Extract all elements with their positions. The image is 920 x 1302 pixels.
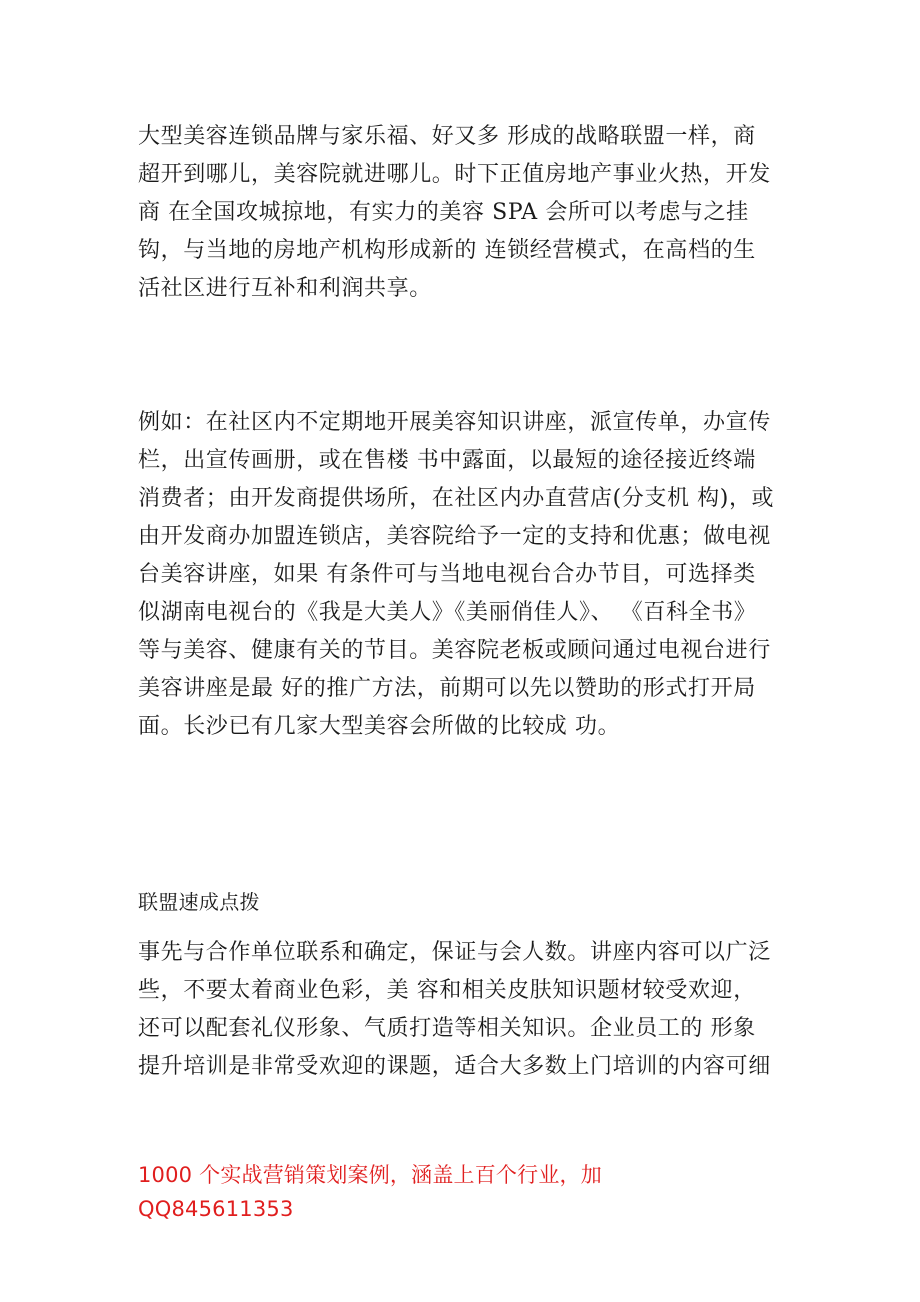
text-line: 事先与合作单位联系和确定，保证与会人数。讲座内容可以广泛 <box>138 940 771 965</box>
text-line: 商 在全国攻城掠地，有实力的美容 SPA 会所可以考虑与之挂 <box>138 200 749 225</box>
text-line: 活社区进行互补和利润共享。 <box>138 276 432 301</box>
text-line: 例如：在社区内不定期地开展美容知识讲座，派宣传单，办宣传 <box>138 410 771 435</box>
footer-ad-contact: QQ845611353 <box>138 1197 294 1221</box>
text-line: 台美容讲座，如果 有条件可与当地电视台合办节目，可选择类 <box>138 562 756 587</box>
paragraph-strategic-alliance <box>138 118 798 308</box>
text-line: 似湖南电视台的《我是大美人》《美丽俏佳人》、 《百科全书》 <box>138 600 757 625</box>
text-line: 栏，出宣传画册，或在售楼 书中露面，以最短的途径接近终端 <box>138 448 756 473</box>
footer-advertisement <box>138 1158 798 1226</box>
text-line: 些，不要太着商业色彩，美 容和相关皮肤知识题材较受欢迎， <box>138 978 756 1003</box>
section-heading: 联盟速成点拨 <box>138 890 260 914</box>
text-line: 钩，与当地的房地产机构形成新的 连锁经营模式，在高档的生 <box>138 238 756 263</box>
footer-ad-line: 1000 个实战营销策划案例，涵盖上百个行业，加 <box>138 1163 602 1187</box>
text-line: 超开到哪儿，美容院就进哪儿。时下正值房地产事业火热，开发 <box>138 162 771 187</box>
paragraph-example <box>138 404 798 746</box>
text-line: 由开发商办加盟连锁店，美容院给予一定的支持和优惠；做电视 <box>138 524 771 549</box>
text-line: 等与美容、健康有关的节目。美容院老板或顾问通过电视台进行 <box>138 638 771 663</box>
text-line: 还可以配套礼仪形象、气质打造等相关知识。企业员工的 形象 <box>138 1016 756 1041</box>
text-line: 面。长沙已有几家大型美容会所做的比较成 功。 <box>138 714 621 739</box>
paragraph-tips <box>138 934 798 1086</box>
text-line: 消费者；由开发商提供场所，在社区内办直营店(分支机 构)，或 <box>138 486 775 511</box>
text-line: 美容讲座是最 好的推广方法，前期可以先以赞助的形式打开局 <box>138 676 756 701</box>
text-line: 大型美容连锁品牌与家乐福、好又多 形成的战略联盟一样，商 <box>138 124 756 149</box>
text-line: 提升培训是非常受欢迎的课题，适合大多数上门培训的内容可细 <box>138 1054 771 1079</box>
